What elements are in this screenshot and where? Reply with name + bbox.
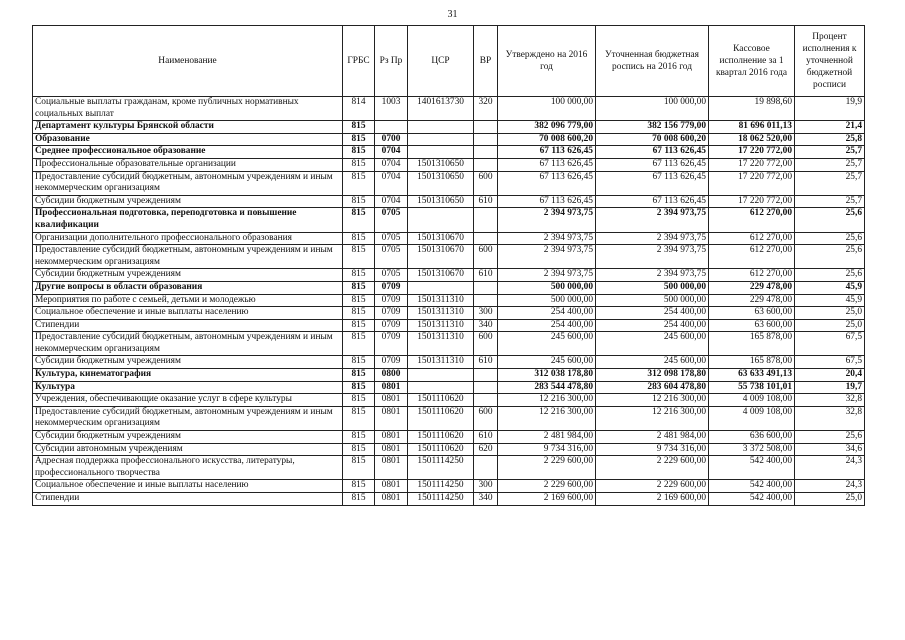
cell-cash: 63 633 491,13	[709, 369, 795, 382]
cell-csr: 1501114250	[408, 493, 474, 506]
cell-refined: 100 000,00	[596, 97, 709, 121]
cell-vr: 600	[474, 171, 498, 195]
header-percent: Процент исполнения к уточненной бюджетной росписи	[795, 26, 865, 97]
cell-approved: 67 113 626,45	[498, 171, 596, 195]
header-row	[33, 26, 865, 97]
cell-vr: 610	[474, 269, 498, 282]
cell-rzpr: 0709	[375, 294, 408, 307]
cell-approved: 245 600,00	[498, 332, 596, 356]
cell-name: Организации дополнительного профессионального образования	[33, 232, 343, 245]
cell-percent: 25,0	[795, 319, 865, 332]
cell-vr	[474, 208, 498, 232]
cell-csr: 1501114250	[408, 480, 474, 493]
cell-csr: 1501310650	[408, 171, 474, 195]
cell-name: Субсидии автономным учреждениям	[33, 443, 343, 456]
cell-percent: 32,8	[795, 406, 865, 430]
cell-csr: 1501110620	[408, 431, 474, 444]
cell-percent: 25,6	[795, 208, 865, 232]
cell-vr: 340	[474, 319, 498, 332]
cell-name: Профессиональные образовательные организации	[33, 158, 343, 171]
cell-grbs: 815	[343, 171, 375, 195]
cell-cash: 63 600,00	[709, 307, 795, 320]
cell-grbs: 815	[343, 232, 375, 245]
cell-vr: 320	[474, 97, 498, 121]
cell-refined: 2 394 973,75	[596, 208, 709, 232]
cell-grbs: 814	[343, 97, 375, 121]
cell-approved: 2 394 973,75	[498, 232, 596, 245]
cell-percent: 25,7	[795, 158, 865, 171]
cell-percent: 25,7	[795, 171, 865, 195]
cell-rzpr: 1003	[375, 97, 408, 121]
cell-cash: 542 400,00	[709, 493, 795, 506]
cell-refined: 254 400,00	[596, 319, 709, 332]
table-row	[33, 406, 865, 430]
cell-name: Мероприятия по работе с семьей, детьми и молодежью	[33, 294, 343, 307]
header-approved: Утверждено на 2016 год	[498, 26, 596, 97]
table-row	[33, 332, 865, 356]
cell-rzpr: 0704	[375, 171, 408, 195]
cell-csr	[408, 381, 474, 394]
cell-name: Учреждения, обеспечивающие оказание услуг в сфере культуры	[33, 394, 343, 407]
cell-cash: 229 478,00	[709, 281, 795, 294]
cell-vr	[474, 456, 498, 480]
cell-grbs: 815	[343, 369, 375, 382]
table-row	[33, 480, 865, 493]
table-row	[33, 493, 865, 506]
cell-percent: 19,9	[795, 97, 865, 121]
cell-approved: 2 229 600,00	[498, 456, 596, 480]
cell-approved: 2 394 973,75	[498, 245, 596, 269]
cell-rzpr: 0709	[375, 307, 408, 320]
cell-percent: 24,3	[795, 456, 865, 480]
cell-cash: 165 878,00	[709, 356, 795, 369]
cell-grbs: 815	[343, 281, 375, 294]
cell-cash: 612 270,00	[709, 245, 795, 269]
cell-refined: 2 394 973,75	[596, 269, 709, 282]
cell-grbs: 815	[343, 245, 375, 269]
cell-grbs: 815	[343, 121, 375, 134]
cell-rzpr: 0801	[375, 456, 408, 480]
cell-vr: 610	[474, 356, 498, 369]
cell-approved: 67 113 626,45	[498, 146, 596, 159]
cell-approved: 2 394 973,75	[498, 269, 596, 282]
cell-csr: 1501310670	[408, 269, 474, 282]
cell-grbs: 815	[343, 356, 375, 369]
cell-rzpr: 0800	[375, 369, 408, 382]
cell-percent: 25,6	[795, 269, 865, 282]
cell-vr: 300	[474, 307, 498, 320]
cell-cash: 55 738 101,01	[709, 381, 795, 394]
cell-cash: 17 220 772,00	[709, 146, 795, 159]
cell-percent: 45,9	[795, 281, 865, 294]
table-row	[33, 146, 865, 159]
cell-vr	[474, 146, 498, 159]
cell-grbs: 815	[343, 307, 375, 320]
cell-grbs: 815	[343, 443, 375, 456]
cell-csr: 1501311310	[408, 356, 474, 369]
cell-name: Предоставление субсидий бюджетным, автономным учреждениям и иным некоммерческим организациям	[33, 406, 343, 430]
cell-approved: 67 113 626,45	[498, 158, 596, 171]
cell-refined: 2 229 600,00	[596, 480, 709, 493]
cell-approved: 2 229 600,00	[498, 480, 596, 493]
cell-rzpr: 0704	[375, 158, 408, 171]
cell-name: Стипендии	[33, 319, 343, 332]
cell-rzpr: 0801	[375, 480, 408, 493]
cell-rzpr: 0705	[375, 232, 408, 245]
cell-grbs: 815	[343, 480, 375, 493]
cell-csr	[408, 369, 474, 382]
cell-grbs: 815	[343, 456, 375, 480]
cell-rzpr: 0705	[375, 269, 408, 282]
cell-percent: 25,8	[795, 133, 865, 146]
cell-vr: 300	[474, 480, 498, 493]
cell-rzpr: 0705	[375, 245, 408, 269]
cell-refined: 382 156 779,00	[596, 121, 709, 134]
cell-cash: 542 400,00	[709, 480, 795, 493]
cell-grbs: 815	[343, 195, 375, 208]
cell-name: Социальные выплаты гражданам, кроме публичных нормативных социальных выплат	[33, 97, 343, 121]
cell-percent: 34,6	[795, 443, 865, 456]
cell-rzpr: 0709	[375, 319, 408, 332]
cell-grbs: 815	[343, 319, 375, 332]
cell-csr	[408, 281, 474, 294]
cell-grbs: 815	[343, 208, 375, 232]
cell-refined: 12 216 300,00	[596, 394, 709, 407]
cell-csr: 1501114250	[408, 456, 474, 480]
table-row	[33, 381, 865, 394]
cell-cash: 612 270,00	[709, 232, 795, 245]
cell-refined: 283 604 478,80	[596, 381, 709, 394]
cell-grbs: 815	[343, 332, 375, 356]
cell-csr	[408, 208, 474, 232]
cell-rzpr: 0709	[375, 332, 408, 356]
cell-cash: 3 372 508,00	[709, 443, 795, 456]
cell-approved: 254 400,00	[498, 307, 596, 320]
cell-name: Социальное обеспечение и иные выплаты населению	[33, 307, 343, 320]
cell-name: Предоставление субсидий бюджетным, автономным учреждениям и иным некоммерческим организациям	[33, 245, 343, 269]
cell-grbs: 815	[343, 394, 375, 407]
cell-approved: 70 008 600,20	[498, 133, 596, 146]
cell-rzpr: 0801	[375, 394, 408, 407]
cell-csr: 1501311310	[408, 332, 474, 356]
cell-name: Субсидии бюджетным учреждениям	[33, 269, 343, 282]
cell-vr: 340	[474, 493, 498, 506]
cell-grbs: 815	[343, 406, 375, 430]
cell-cash: 19 898,60	[709, 97, 795, 121]
cell-cash: 81 696 011,13	[709, 121, 795, 134]
cell-approved: 500 000,00	[498, 281, 596, 294]
cell-refined: 67 113 626,45	[596, 171, 709, 195]
cell-rzpr: 0700	[375, 133, 408, 146]
cell-approved: 500 000,00	[498, 294, 596, 307]
cell-percent: 20,4	[795, 369, 865, 382]
cell-percent: 21,4	[795, 121, 865, 134]
cell-approved: 2 394 973,75	[498, 208, 596, 232]
cell-grbs: 815	[343, 269, 375, 282]
cell-csr	[408, 121, 474, 134]
cell-rzpr: 0801	[375, 406, 408, 430]
cell-cash: 17 220 772,00	[709, 195, 795, 208]
cell-percent: 25,6	[795, 232, 865, 245]
table-row	[33, 97, 865, 121]
cell-grbs: 815	[343, 493, 375, 506]
cell-refined: 500 000,00	[596, 294, 709, 307]
cell-cash: 165 878,00	[709, 332, 795, 356]
cell-name: Департамент культуры Брянской области	[33, 121, 343, 134]
cell-percent: 25,6	[795, 245, 865, 269]
cell-name: Предоставление субсидий бюджетным, автономным учреждениям и иным некоммерческим организациям	[33, 171, 343, 195]
header-rzpr: Рз Пр	[375, 26, 408, 97]
cell-csr	[408, 133, 474, 146]
cell-approved: 12 216 300,00	[498, 406, 596, 430]
cell-percent: 67,5	[795, 356, 865, 369]
cell-approved: 2 481 984,00	[498, 431, 596, 444]
cell-cash: 636 600,00	[709, 431, 795, 444]
cell-cash: 229 478,00	[709, 294, 795, 307]
cell-grbs: 815	[343, 146, 375, 159]
cell-csr: 1501110620	[408, 394, 474, 407]
cell-name: Субсидии бюджетным учреждениям	[33, 431, 343, 444]
cell-vr: 600	[474, 406, 498, 430]
cell-vr: 610	[474, 195, 498, 208]
cell-name: Субсидии бюджетным учреждениям	[33, 195, 343, 208]
cell-approved: 100 000,00	[498, 97, 596, 121]
table-row	[33, 307, 865, 320]
cell-vr	[474, 294, 498, 307]
cell-name: Среднее профессиональное образование	[33, 146, 343, 159]
cell-rzpr: 0705	[375, 208, 408, 232]
cell-refined: 2 394 973,75	[596, 245, 709, 269]
cell-csr: 1401613730	[408, 97, 474, 121]
table-row	[33, 171, 865, 195]
cell-csr: 1501310650	[408, 195, 474, 208]
table-row	[33, 121, 865, 134]
cell-rzpr: 0801	[375, 431, 408, 444]
table-row	[33, 158, 865, 171]
cell-approved: 312 038 178,80	[498, 369, 596, 382]
cell-name: Адресная поддержка профессионального искусства, литературы, профессионального творчества	[33, 456, 343, 480]
cell-refined: 2 229 600,00	[596, 456, 709, 480]
table-body	[33, 97, 865, 506]
cell-rzpr: 0801	[375, 443, 408, 456]
page-number: 31	[447, 9, 458, 20]
table-row	[33, 319, 865, 332]
cell-cash: 4 009 108,00	[709, 406, 795, 430]
cell-percent: 25,0	[795, 493, 865, 506]
cell-rzpr: 0709	[375, 356, 408, 369]
cell-csr	[408, 146, 474, 159]
cell-approved: 245 600,00	[498, 356, 596, 369]
cell-csr: 1501310650	[408, 158, 474, 171]
cell-csr: 1501310670	[408, 245, 474, 269]
cell-percent: 24,3	[795, 480, 865, 493]
cell-percent: 25,7	[795, 195, 865, 208]
cell-vr	[474, 381, 498, 394]
cell-vr: 620	[474, 443, 498, 456]
cell-csr: 1501110620	[408, 406, 474, 430]
cell-refined: 254 400,00	[596, 307, 709, 320]
cell-grbs: 815	[343, 133, 375, 146]
cell-cash: 18 062 520,00	[709, 133, 795, 146]
header-cash: Кассовое исполнение за 1 квартал 2016 года	[709, 26, 795, 97]
cell-approved: 382 096 779,00	[498, 121, 596, 134]
cell-csr: 1501311310	[408, 319, 474, 332]
cell-percent: 25,6	[795, 431, 865, 444]
cell-vr	[474, 394, 498, 407]
cell-refined: 67 113 626,45	[596, 146, 709, 159]
cell-rzpr: 0709	[375, 281, 408, 294]
cell-refined: 2 169 600,00	[596, 493, 709, 506]
cell-cash: 17 220 772,00	[709, 171, 795, 195]
cell-refined: 70 008 600,20	[596, 133, 709, 146]
cell-approved: 12 216 300,00	[498, 394, 596, 407]
table-row	[33, 431, 865, 444]
table-row	[33, 245, 865, 269]
cell-approved: 283 544 478,80	[498, 381, 596, 394]
cell-approved: 254 400,00	[498, 319, 596, 332]
cell-refined: 67 113 626,45	[596, 158, 709, 171]
cell-name: Социальное обеспечение и иные выплаты населению	[33, 480, 343, 493]
cell-rzpr: 0704	[375, 195, 408, 208]
cell-vr: 610	[474, 431, 498, 444]
cell-rzpr: 0801	[375, 493, 408, 506]
header-vr: ВР	[474, 26, 498, 97]
table-row	[33, 269, 865, 282]
table-row	[33, 281, 865, 294]
cell-vr	[474, 281, 498, 294]
table-row	[33, 195, 865, 208]
cell-approved: 2 169 600,00	[498, 493, 596, 506]
cell-refined: 2 481 984,00	[596, 431, 709, 444]
cell-refined: 67 113 626,45	[596, 195, 709, 208]
cell-grbs: 815	[343, 158, 375, 171]
table-row	[33, 208, 865, 232]
header-csr: ЦСР	[408, 26, 474, 97]
cell-name: Культура, кинематография	[33, 369, 343, 382]
cell-refined: 9 734 316,00	[596, 443, 709, 456]
cell-name: Образование	[33, 133, 343, 146]
cell-vr	[474, 121, 498, 134]
cell-refined: 245 600,00	[596, 332, 709, 356]
table-row	[33, 456, 865, 480]
cell-name: Профессиональная подготовка, переподготовка и повышение квалификации	[33, 208, 343, 232]
cell-vr	[474, 369, 498, 382]
cell-approved: 67 113 626,45	[498, 195, 596, 208]
cell-rzpr: 0704	[375, 146, 408, 159]
cell-approved: 9 734 316,00	[498, 443, 596, 456]
header-refined: Уточненная бюджетная роспись на 2016 год	[596, 26, 709, 97]
cell-percent: 67,5	[795, 332, 865, 356]
table-row	[33, 133, 865, 146]
cell-name: Культура	[33, 381, 343, 394]
cell-grbs: 815	[343, 431, 375, 444]
cell-percent: 25,7	[795, 146, 865, 159]
cell-cash: 63 600,00	[709, 319, 795, 332]
cell-name: Субсидии бюджетным учреждениям	[33, 356, 343, 369]
table-row	[33, 443, 865, 456]
cell-rzpr: 0801	[375, 381, 408, 394]
cell-name: Стипендии	[33, 493, 343, 506]
budget-table	[32, 25, 865, 506]
cell-cash: 17 220 772,00	[709, 158, 795, 171]
cell-grbs: 815	[343, 381, 375, 394]
cell-refined: 2 394 973,75	[596, 232, 709, 245]
cell-percent: 19,7	[795, 381, 865, 394]
cell-name: Предоставление субсидий бюджетным, автономным учреждениям и иным некоммерческим организациям	[33, 332, 343, 356]
header-name: Наименование	[33, 26, 343, 97]
header-grbs: ГРБС	[343, 26, 375, 97]
cell-csr: 1501311310	[408, 294, 474, 307]
cell-percent: 45,9	[795, 294, 865, 307]
cell-vr: 600	[474, 332, 498, 356]
table-row	[33, 294, 865, 307]
cell-name: Другие вопросы в области образования	[33, 281, 343, 294]
cell-vr	[474, 232, 498, 245]
table-row	[33, 394, 865, 407]
cell-cash: 612 270,00	[709, 269, 795, 282]
cell-grbs: 815	[343, 294, 375, 307]
cell-cash: 612 270,00	[709, 208, 795, 232]
cell-refined: 312 098 178,80	[596, 369, 709, 382]
table-row	[33, 232, 865, 245]
cell-vr	[474, 133, 498, 146]
table-row	[33, 356, 865, 369]
cell-csr: 1501110620	[408, 443, 474, 456]
cell-csr: 1501311310	[408, 307, 474, 320]
cell-percent: 32,8	[795, 394, 865, 407]
cell-vr	[474, 158, 498, 171]
cell-cash: 4 009 108,00	[709, 394, 795, 407]
cell-vr: 600	[474, 245, 498, 269]
cell-percent: 25,0	[795, 307, 865, 320]
cell-rzpr	[375, 121, 408, 134]
cell-csr: 1501310670	[408, 232, 474, 245]
cell-refined: 12 216 300,00	[596, 406, 709, 430]
cell-refined: 500 000,00	[596, 281, 709, 294]
cell-cash: 542 400,00	[709, 456, 795, 480]
table-row	[33, 369, 865, 382]
cell-refined: 245 600,00	[596, 356, 709, 369]
